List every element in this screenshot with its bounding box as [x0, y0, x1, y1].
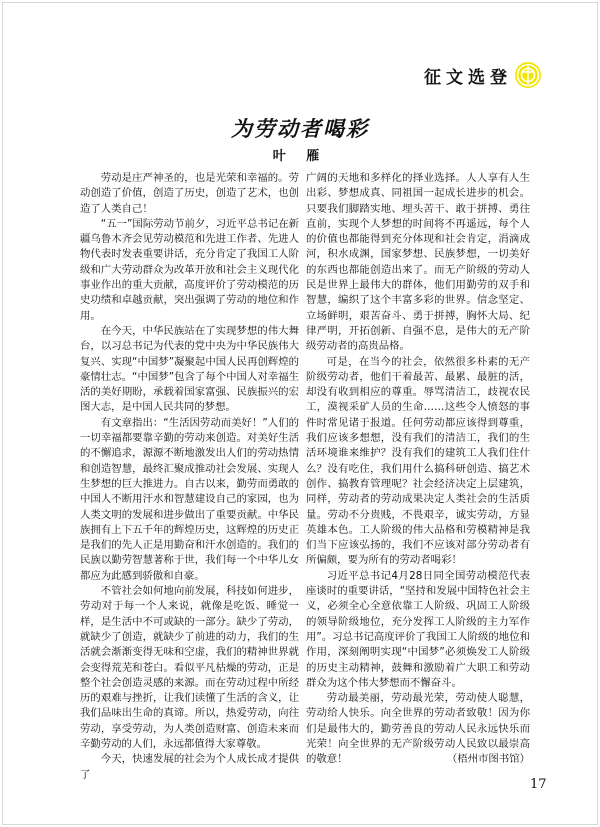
page-number: 17 [530, 777, 547, 792]
paragraph: 可是，在当今的社会，依然很多朴素的无产阶级劳动者，他们干着最苦、最累、最脏的活，却没有收到相应的尊重。辱骂清洁工，歧视农民工，漠视采矿人员的生命……这些令人愤怒的事件时常见诸于报道。任何劳动都应该得到尊重，我们应该多想想，没有我们的清洁工，我们的生活环境谁来维护？没有我们的建筑工人我们住什么？没有吃住，我们用什么搞科研创造、搞艺术创作、搞教育管理呢？社会经济决定上层建筑，同样，劳动者的劳动成果决定人类社会的生活质量。劳动不分贵贱，不畏艰辛，诚实劳动，方显英雄本色。工人阶级的伟大品格和劳模精神是我们当下应该弘扬的，我们不应该对部分劳动者有所偏颇，要为所有的劳动者喝彩！ [306, 355, 530, 567]
paragraph: 在今天，中华民族站在了实现梦想的伟大舞台，以习总书记为代表的党中央为中华民族伟大复兴、实现“中国梦”凝聚起中国人民再创辉煌的豪情壮志。“中国梦”包含了每个中国人对幸福生活的美好期盼，承载着国家富强、民族振兴的宏图大志，是中国人民共同的梦想。 [80, 324, 299, 414]
trade-union-emblem-icon [515, 62, 541, 88]
paragraph-continued: 广阔的天地和多样化的择业选择。人人享有人生出彩、梦想成真、同祖国一起成长进步的机会。只要我们脚踏实地、埋头苦干、敢于拼搏、勇往直前，实现个人梦想的时间将不再遥远，每个人的价值也都能得到充分体现和社会肯定，涓滴成河，积水成渊，国家梦想、民族梦想，一切美好的东西也都能创造出来了。而无产阶级的劳动人民是世界上最伟大的群体，他们用勤劳的双手和智慧，编织了这个丰富多彩的世界。信念坚定、立场鲜明，艰苦奋斗、勇于拼搏，胸怀大局、纪律严明，开拓创新、自强不息，是伟大的无产阶级劳动者的高贵品格。 [306, 172, 530, 353]
paragraph: 不管社会如何地向前发展，科技如何进步，劳动对于每一个人来说，就像是吃饭、睡觉一样，是生活中不可或缺的一部分。缺少了劳动，就缺少了创造，就缺少了前进的动力，我们的生活就会渐渐变得无味和空虚，我们的精神世界就会变得荒芜和苍白。看似平凡枯燥的劳动，正是整个社会创造灵感的来源。而在劳动过程中所经历的艰难与挫折，让我们读懂了生活的含义，让我们品味出生命的真谛。所以，热爱劳动，向往劳动，享受劳动，为人类创造财富、创造未来而辛勤劳动的人们，永远都值得大家尊敬。 [80, 585, 299, 750]
right-column [306, 171, 530, 768]
paragraph: “五一”国际劳动节前夕，习近平总书记在新疆乌鲁木齐会见劳动模范和先进工作者、先进人物代表时发表重要讲话，充分肯定了我国工人阶级和广大劳动群众为改革开放和社会主义现代化事业作出的重大贡献，高度评价了劳动模范的历史功绩和卓越贡献，突出强调了劳动的地位和作用。 [80, 217, 299, 322]
paragraph: 有文章指出：“生活因劳动而美好！”人们的一切幸福都要靠辛勤的劳动来创造。对美好生活的不懈追求，源源不断地激发出人们的劳动热情和创造智慧，最终汇聚成推动社会发展、实现人生梦想的巨大推进力。自古以来，勤劳而勇敢的中国人不断用汗水和智慧建设自己的家园，也为人类文明的发展和进步做出了重要贡献。中华民族拥有上下五千年的辉煌历史，这辉煌的历史正是我们的先人正是用勤奋和汗水创造的。我们的民族以勤劳智慧著称于世，我们每一个中华儿女都应为此感到骄傲和自豪。 [80, 416, 299, 582]
paragraph: 习近平总书记4月28日同全国劳动模范代表座谈时的重要讲话，“坚持和发展中国特色社会主义，必须全心全意依靠工人阶级、巩固工人阶级的领导阶级地位，充分发挥工人阶级的主力军作用”。习总书记高度评价了我国工人阶级的地位和作用，深刻阐明实现“中国梦”必须焕发工人阶级的历史主动精神，鼓舞和激励着广大职工和劳动群众为这个伟大梦想而不懈奋斗。 [306, 569, 530, 689]
paragraph: 今天，快速发展的社会为个人成长成才提供了 [80, 753, 299, 781]
section-label: 征文选登 [424, 68, 512, 88]
paragraph-final [306, 691, 530, 767]
left-column [80, 171, 299, 783]
article-author: 叶 雁 [272, 149, 328, 164]
paragraph: 劳动是庄严神圣的，也是光荣和幸福的。劳动创造了价值，创造了历史，创造了艺术，也创造了人类自己！ [80, 172, 299, 215]
author-affiliation: （梧州市图书馆） [446, 753, 530, 766]
paragraph-text: 劳动最美丽，劳动最光荣，劳动使人聪慧，劳动给人快乐。向全世界的劳动者致敬！因为你们是最伟大的，勤劳善良的劳动人民永远快乐而光荣！向全世界的无产阶级劳动人民致以最崇高的敬意！ [306, 692, 530, 766]
article-title: 为劳动者喝彩 [231, 116, 369, 141]
